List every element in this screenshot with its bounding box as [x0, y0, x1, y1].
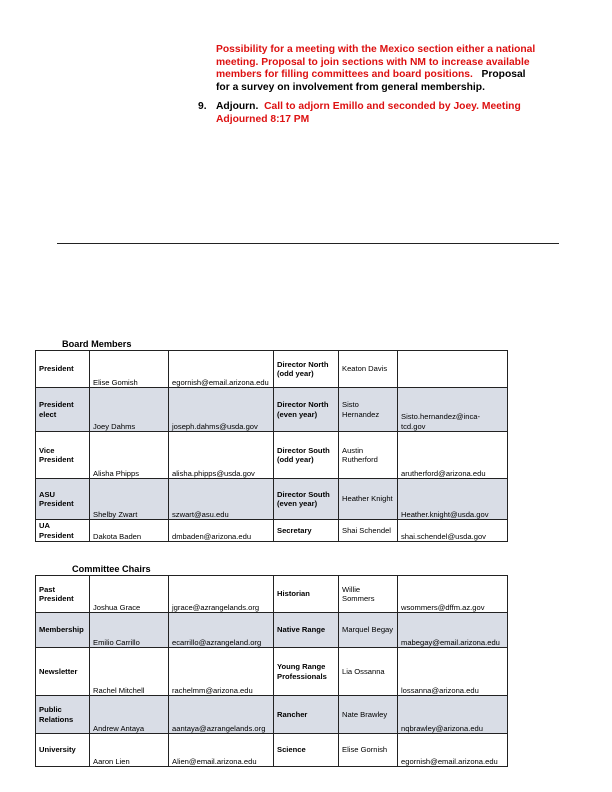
item-label: Adjourn.	[216, 101, 259, 112]
table-row	[36, 351, 508, 388]
item-number: 9.	[198, 101, 207, 112]
position-cell: ASU President	[36, 479, 90, 520]
minutes-red-text: Possibility for a meeting with the Mexico section either a national meeting. Proposal to join sections with NM to increase available members for filling committees and board positions.	[216, 44, 536, 80]
minutes-black-text: Proposal for a survey on involvement from general membership.	[216, 69, 526, 93]
name-cell: Aaron Lien	[90, 734, 169, 767]
board-members-title: Board Members	[62, 339, 132, 349]
table-row	[36, 696, 508, 734]
email-cell: szwart@asu.edu	[169, 479, 274, 520]
board-members-body	[36, 351, 508, 542]
position-cell: Director North (even year)	[274, 388, 339, 432]
agenda-item-adjourn	[198, 101, 538, 126]
name-cell: Joshua Grace	[90, 576, 169, 613]
position-cell: Director South (odd year)	[274, 432, 339, 479]
position-cell: Native Range	[274, 613, 339, 648]
name-cell: Elise Gomish	[90, 351, 169, 388]
position-cell: Director North (odd year)	[274, 351, 339, 388]
horizontal-rule	[57, 243, 559, 244]
email-cell: Heather.knight@usda.gov	[398, 479, 508, 520]
name-cell: Lia Ossanna	[339, 648, 398, 696]
name-cell: Dakota Baden	[90, 520, 169, 542]
table-row	[36, 576, 508, 613]
email-cell: arutherford@arizona.edu	[398, 432, 508, 479]
name-cell: Alisha Phipps	[90, 432, 169, 479]
name-cell: Andrew Antaya	[90, 696, 169, 734]
table-row	[36, 432, 508, 479]
position-cell: Historian	[274, 576, 339, 613]
position-cell: University	[36, 734, 90, 767]
email-cell: Alien@email.arizona.edu	[169, 734, 274, 767]
table-row	[36, 613, 508, 648]
email-cell: rachelmm@arizona.edu	[169, 648, 274, 696]
email-cell: aantaya@azrangelands.org	[169, 696, 274, 734]
name-cell: Joey Dahms	[90, 388, 169, 432]
name-cell: Marquel Begay	[339, 613, 398, 648]
position-cell: President	[36, 351, 90, 388]
email-cell: jgrace@azrangelands.org	[169, 576, 274, 613]
board-members-table	[35, 350, 508, 542]
email-cell: egornish@email.arizona.edu	[169, 351, 274, 388]
committee-chairs-table	[35, 575, 508, 767]
name-cell: Heather Knight	[339, 479, 398, 520]
position-cell: Membership	[36, 613, 90, 648]
table-row	[36, 734, 508, 767]
email-cell	[398, 351, 508, 388]
table-row	[36, 388, 508, 432]
name-cell: Austin Rutherford	[339, 432, 398, 479]
name-cell: Rachel Mitchell	[90, 648, 169, 696]
email-cell: mabegay@email.arizona.edu	[398, 613, 508, 648]
email-cell: ecarrillo@azrangeland.org	[169, 613, 274, 648]
position-cell: Director South (even year)	[274, 479, 339, 520]
item-red-text: Call to adjorn Emillo and seconded by Joey. Meeting Adjourned 8:17 PM	[216, 101, 521, 125]
minutes-paragraph	[216, 44, 536, 94]
email-cell: joseph.dahms@usda.gov	[169, 388, 274, 432]
table-row	[36, 479, 508, 520]
position-cell: UA President	[36, 520, 90, 542]
email-cell: egornish@email.arizona.edu	[398, 734, 508, 767]
email-cell: wsommers@dffm.az.gov	[398, 576, 508, 613]
name-cell: Sisto Hernandez	[339, 388, 398, 432]
name-cell: Willie Sommers	[339, 576, 398, 613]
position-cell: Young Range Professionals	[274, 648, 339, 696]
position-cell: Vice President	[36, 432, 90, 479]
committee-chairs-body	[36, 576, 508, 767]
position-cell: Public Relations	[36, 696, 90, 734]
email-cell: alisha.phipps@usda.gov	[169, 432, 274, 479]
table-row	[36, 520, 508, 542]
name-cell: Shai Schendel	[339, 520, 398, 542]
position-cell: Secretary	[274, 520, 339, 542]
name-cell: Emilio Carrillo	[90, 613, 169, 648]
position-cell: Newsletter	[36, 648, 90, 696]
email-cell: dmbaden@arizona.edu	[169, 520, 274, 542]
name-cell: Keaton Davis	[339, 351, 398, 388]
name-cell: Elise Gornish	[339, 734, 398, 767]
email-cell: nqbrawley@arizona.edu	[398, 696, 508, 734]
position-cell: Rancher	[274, 696, 339, 734]
email-cell: shai.schendel@usda.gov	[398, 520, 508, 542]
position-cell: President elect	[36, 388, 90, 432]
position-cell: Past President	[36, 576, 90, 613]
table-row	[36, 648, 508, 696]
name-cell: Nate Brawley	[339, 696, 398, 734]
email-cell: lossanna@arizona.edu	[398, 648, 508, 696]
committee-chairs-title: Committee Chairs	[72, 564, 151, 574]
email-cell: Sisto.hernandez@inca-tcd.gov	[398, 388, 508, 432]
position-cell: Science	[274, 734, 339, 767]
name-cell: Shelby Zwart	[90, 479, 169, 520]
